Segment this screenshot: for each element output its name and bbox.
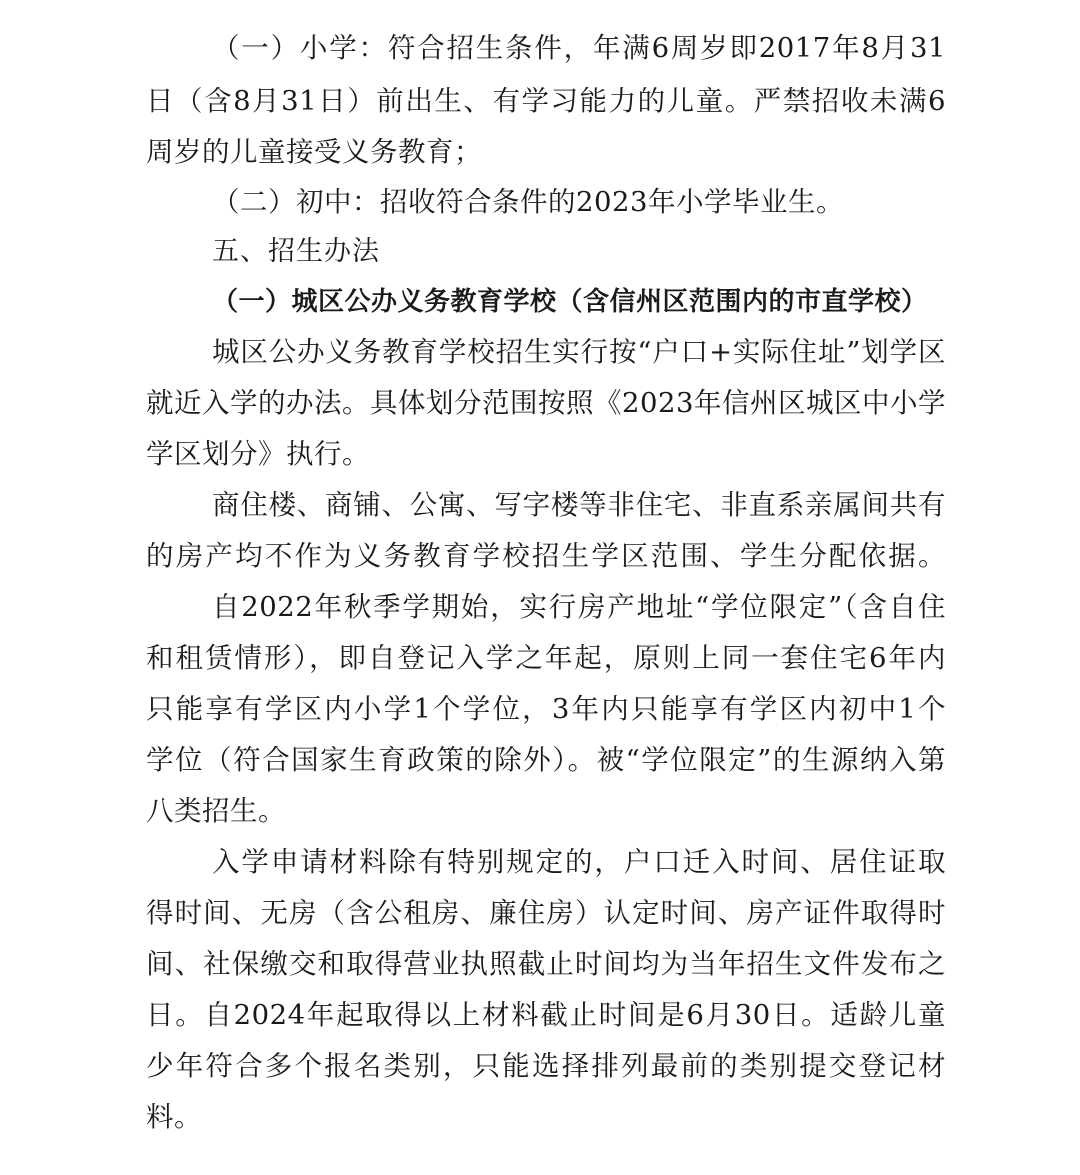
text-line-8: 就近入学的办法。具体划分范围按照《2023年信州区城区中小学 <box>146 387 946 419</box>
text-line-4: （二）初中：招收符合条件的2023年小学毕业生。 <box>212 186 844 218</box>
text-line-18: 得时间、无房（含公租房、廉住房）认定时间、房产证件取得时 <box>146 897 946 929</box>
text-line-11: 的房产均不作为义务教育学校招生学区范围、学生分配依据。 <box>146 540 946 572</box>
text-line-12: 自2022年秋季学期始，实行房产地址“学位限定”（含自住 <box>212 591 946 623</box>
text-line-7: 城区公办义务教育学校招生实行按“户口+实际住址”划学区 <box>212 336 946 368</box>
text-line-1: （一）小学：符合招生条件，年满6周岁即2017年8月31 <box>212 32 946 64</box>
text-line-16: 八类招生。 <box>146 795 286 827</box>
text-line-22: 料。 <box>146 1101 202 1133</box>
text-line-10: 商住楼、商铺、公寓、写字楼等非住宅、非直系亲属间共有 <box>212 489 946 521</box>
text-line-21: 少年符合多个报名类别，只能选择排列最前的类别提交登记材 <box>146 1050 946 1082</box>
text-line-13: 和租赁情形），即自登记入学之年起，原则上同一套住宅6年内 <box>146 642 946 674</box>
text-line-20: 日。自2024年起取得以上材料截止时间是6月30日。适龄儿童 <box>146 999 946 1031</box>
text-line-9: 学区划分》执行。 <box>146 438 370 470</box>
subsection-heading: （一）城区公办义务教育学校（含信州区范围内的市直学校） <box>212 287 928 317</box>
text-line-19: 间、社保缴交和取得营业执照截止时间均为当年招生文件发布之 <box>146 948 946 980</box>
text-line-17: 入学申请材料除有特别规定的，户口迁入时间、居住证取 <box>212 846 946 878</box>
text-line-15: 学位（符合国家生育政策的除外）。被“学位限定”的生源纳入第 <box>146 744 946 776</box>
text-line-3: 周岁的儿童接受义务教育； <box>146 136 482 168</box>
section-heading: 五、招生办法 <box>212 236 380 267</box>
text-line-14: 只能享有学区内小学1个学位，3年内只能享有学区内初中1个 <box>146 693 946 725</box>
text-line-2: 日（含8月31日）前出生、有学习能力的儿童。严禁招收未满6 <box>146 85 946 117</box>
